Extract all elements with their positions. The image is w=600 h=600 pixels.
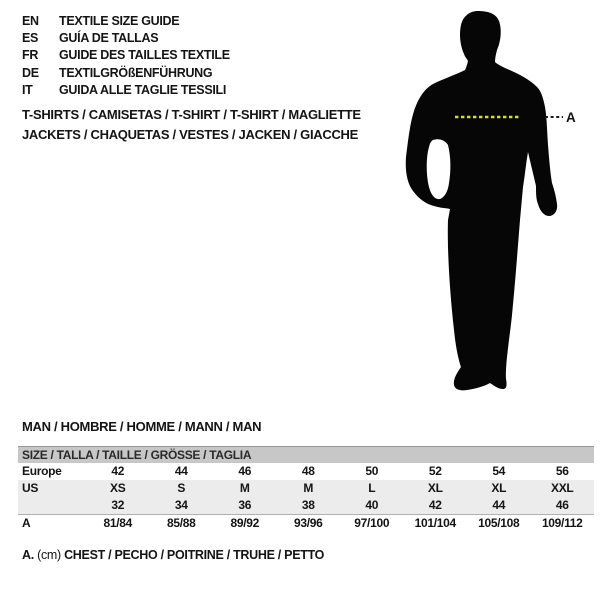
size-cell: 97/100 [354,516,390,530]
size-cell: 89/92 [230,516,260,530]
size-cell: 52 [428,464,442,478]
size-cell: 56 [555,464,569,478]
size-cell: 42 [428,498,442,512]
size-table-row-chest [18,515,594,532]
arm-torso-gap [427,139,451,199]
language-title: TEXTILE SIZE GUIDE [59,14,180,28]
size-cell: 42 [111,464,125,478]
size-table-row-us-numeric [18,497,594,515]
size-cell: 40 [365,498,379,512]
size-cell: 32 [111,498,125,512]
language-code: EN [22,14,39,28]
size-cell: XS [110,481,126,495]
category-line-jackets: JACKETS / CHAQUETAS / VESTES / JACKEN / GIACCHE [22,127,358,142]
language-title: GUIDE DES TAILLES TEXTILE [59,48,230,63]
footnote-marker: A. [22,548,34,562]
man-silhouette-figure [393,5,583,397]
category-line-tshirts: T-SHIRTS / CAMISETAS / T-SHIRT / T-SHIRT / MAGLIETTE [22,107,361,122]
language-code: DE [22,65,39,80]
size-table-row-us [18,480,594,497]
size-cell: 93/96 [293,516,323,530]
language-row [22,65,230,82]
row-label: US [22,481,39,495]
size-cell: 50 [365,464,379,478]
language-row [22,47,230,64]
size-cell: 34 [174,498,188,512]
section-title-man: MAN / HOMBRE / HOMME / MANN / MAN [22,419,262,434]
size-cell: M [303,481,314,495]
size-table [18,446,594,532]
size-cell: 85/88 [166,516,196,530]
measurement-label-a: A [566,110,576,125]
size-cell: XXL [551,481,574,495]
measurement-footnote [22,548,324,562]
language-code: FR [22,48,39,63]
language-row [22,82,230,99]
size-cell: 46 [238,464,252,478]
size-cell: 38 [301,498,315,512]
size-cell: S [177,481,186,495]
size-cell: XL [491,481,507,495]
language-code: ES [22,31,39,46]
language-title: TEXTILGRÖßENFÜHRUNG [59,65,213,80]
size-cell: 46 [555,498,569,512]
footnote-text: CHEST / PECHO / POITRINE / TRUHE / PETTO [64,548,325,562]
category-headline [22,105,361,145]
size-table-header: SIZE / TALLA / TAILLE / GRÖSSE / TAGLIA [18,446,594,463]
language-row [22,13,230,30]
size-cell: 44 [492,498,506,512]
size-table-row-europe [18,463,594,480]
size-cell: L [368,481,376,495]
language-row [22,30,230,47]
silhouette [406,11,557,390]
size-cell: 101/104 [414,516,456,530]
size-cell: 105/108 [478,516,520,530]
language-title: GUÍA DE TALLAS [59,31,159,46]
size-cell: 36 [238,498,252,512]
language-legend [22,13,230,99]
size-cell: XL [427,481,443,495]
language-title: GUIDA ALLE TAGLIE TESSILI [59,82,227,97]
footnote-unit: (cm) [37,548,61,562]
size-cell: 48 [301,464,315,478]
row-label [18,497,86,514]
size-cell: 44 [174,464,188,478]
language-code: IT [22,82,33,97]
size-cell: 54 [492,464,506,478]
row-label: Europe [22,464,62,478]
size-cell: M [239,481,250,495]
size-cell: 109/112 [541,516,583,530]
row-label: A [22,516,31,530]
size-cell: 81/84 [103,516,133,530]
